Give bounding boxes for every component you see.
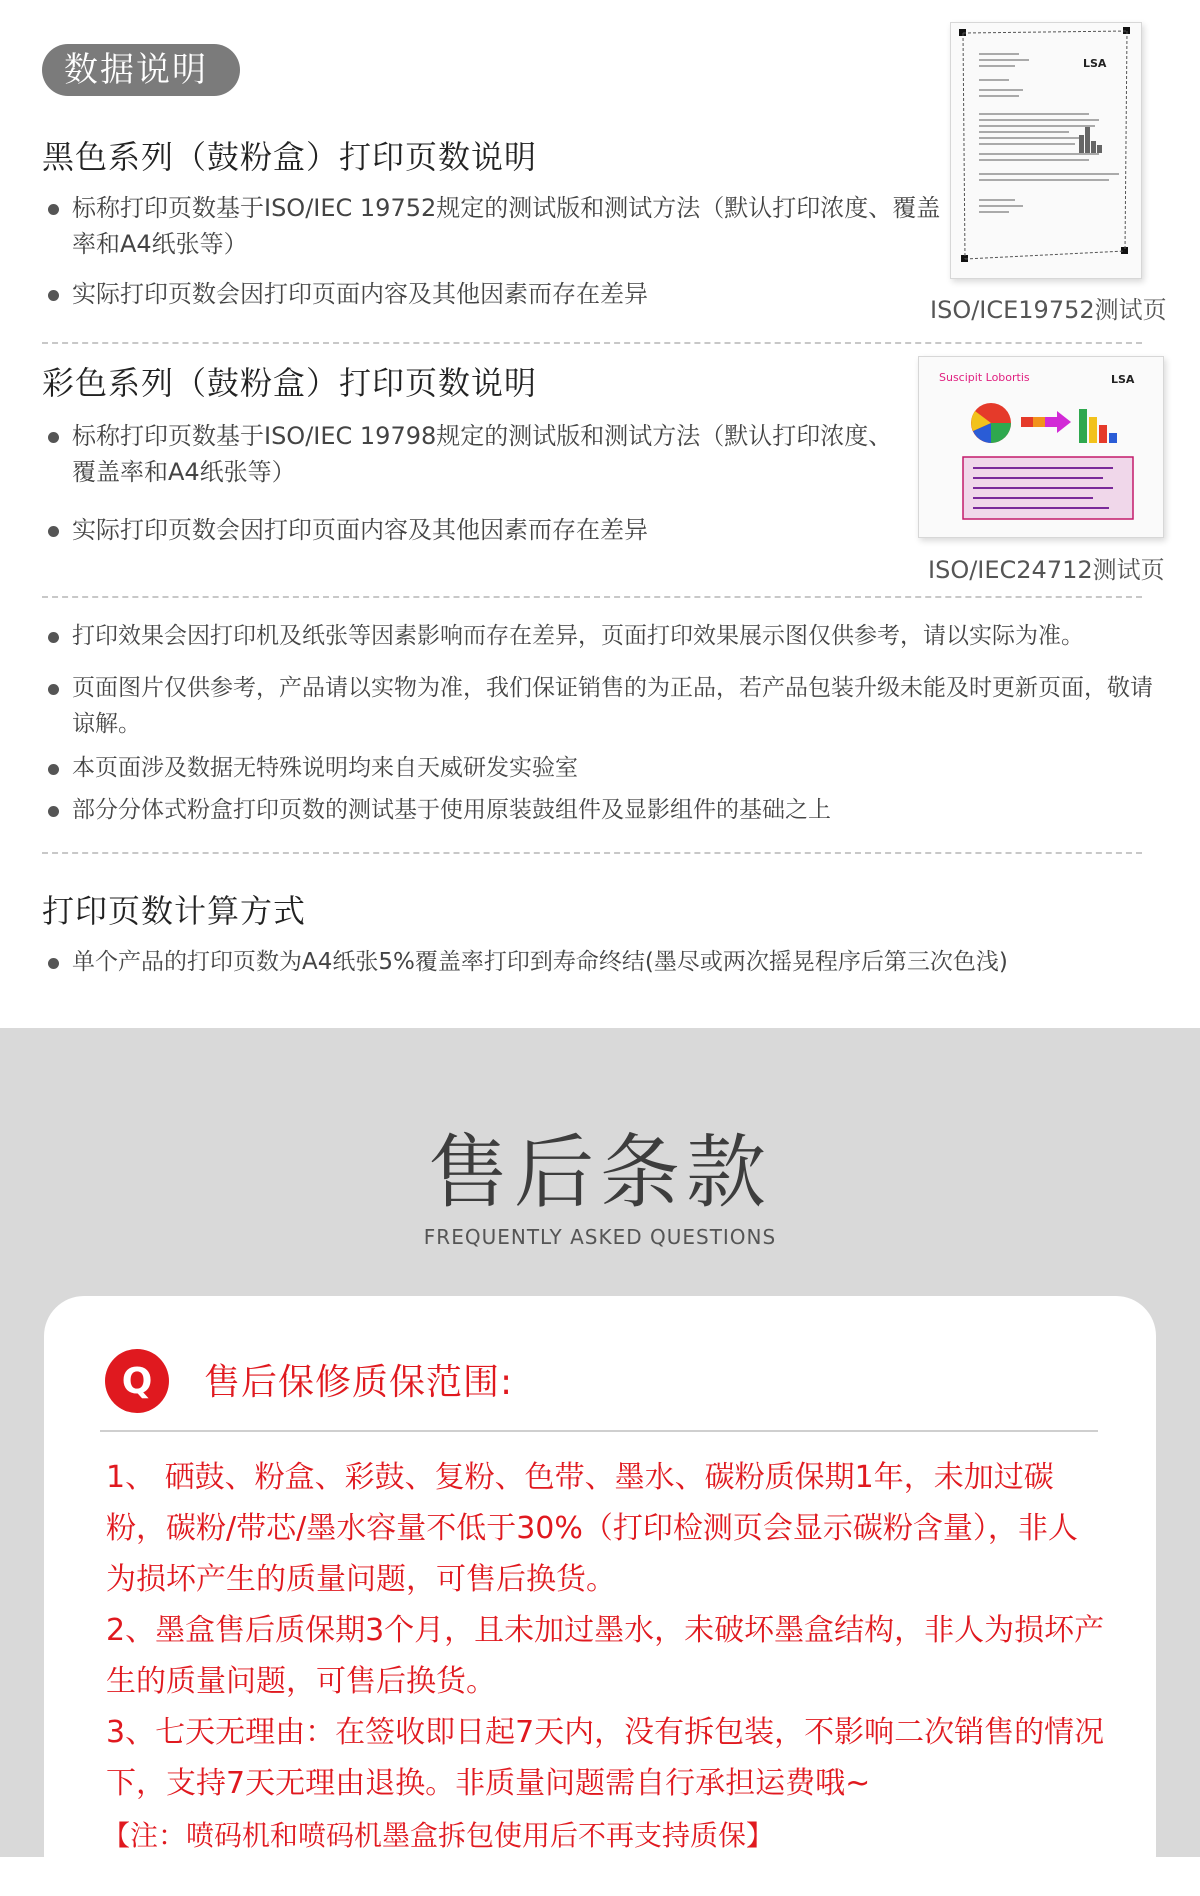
note-4: 部分分体式粉盒打印页数的测试基于使用原装鼓组件及显影组件的基础之上 xyxy=(48,792,1172,828)
lsa-logo: LSA xyxy=(1083,57,1107,70)
color-image-caption: ISO/IEC24712测试页 xyxy=(928,556,1165,584)
divider xyxy=(42,342,1142,344)
term-item: 2、墨盒售后质保期3个月，且未加过墨水，未破坏墨盒结构，非人为损坏产生的质量问题，可售后换货。 xyxy=(106,1613,1105,1699)
divider xyxy=(42,596,1142,598)
test-page-illustration xyxy=(951,23,1141,278)
color-series-title: 彩色系列（鼓粉盒）打印页数说明 xyxy=(42,364,538,402)
section-badge: 数据说明 xyxy=(42,44,240,96)
black-image-caption: ISO/ICE19752测试页 xyxy=(930,296,1167,324)
card-divider xyxy=(100,1430,1098,1432)
note-1: 打印效果会因打印机及纸张等因素影响而存在差异，页面打印效果展示图仅供参考，请以实际为准。 xyxy=(48,618,1172,654)
q-icon xyxy=(104,1348,170,1414)
iso19752-test-page-image xyxy=(950,22,1142,279)
color-bullet-2: 实际打印页数会因打印页面内容及其他因素而存在差异 xyxy=(48,512,912,548)
term-item: 3、七天无理由：在签收即日起7天内，没有拆包装，不影响二次销售的情况下，支持7天无理由退换。非质量问题需自行承担运费哦~ xyxy=(106,1715,1105,1801)
color-test-page-illustration xyxy=(919,357,1163,537)
test-heading: Suscipit Lobortis xyxy=(939,371,1030,384)
warranty-note: 【注：喷码机和喷码机墨盒拆包使用后不再支持质保】 xyxy=(102,1819,775,1852)
faq-question-title: 售后保修质保范围: xyxy=(204,1362,514,1403)
term-item: 1、 硒鼓、粉盒、彩鼓、复粉、色带、墨水、碳粉质保期1年，未加过碳粉，碳粉/带芯/墨水容量不低于30%（打印检测页会显示碳粉含量），非人为损坏产生的质量问题，可售后换货。 xyxy=(106,1460,1078,1597)
q-letter: Q xyxy=(121,1361,153,1402)
note-2: 页面图片仅供参考，产品请以实物为准，我们保证销售的为正品，若产品包装升级未能及时更新页面，敬请谅解。 xyxy=(48,670,1172,742)
color-bullet-1: 标称打印页数基于ISO/IEC 19798规定的测试版和测试方法（默认打印浓度、覆盖率和A4纸张等） xyxy=(48,418,912,490)
lsa-logo-2: LSA xyxy=(1111,373,1135,386)
divider xyxy=(42,852,1142,854)
faq-card xyxy=(44,1296,1156,1896)
after-sales-title: 售后条款 xyxy=(428,1126,772,1219)
calc-bullet: 单个产品的打印页数为A4纸张5%覆盖率打印到寿命终结(墨尽或两次摇晃程序后第三次色浅) xyxy=(48,944,1172,980)
note-3: 本页面涉及数据无特殊说明均来自天威研发实验室 xyxy=(48,750,1172,786)
iso24712-test-page-image xyxy=(918,356,1164,538)
after-sales-subtitle: FREQUENTLY ASKED QUESTIONS xyxy=(423,1225,777,1249)
black-bullet-2: 实际打印页数会因打印页面内容及其他因素而存在差异 xyxy=(48,276,952,312)
calc-title: 打印页数计算方式 xyxy=(42,892,307,930)
black-series-title: 黑色系列（鼓粉盒）打印页数说明 xyxy=(42,138,538,176)
terms-list xyxy=(106,1452,1106,1809)
black-bullet-1: 标称打印页数基于ISO/IEC 19752规定的测试版和测试方法（默认打印浓度、覆盖率和A4纸张等） xyxy=(48,190,952,262)
